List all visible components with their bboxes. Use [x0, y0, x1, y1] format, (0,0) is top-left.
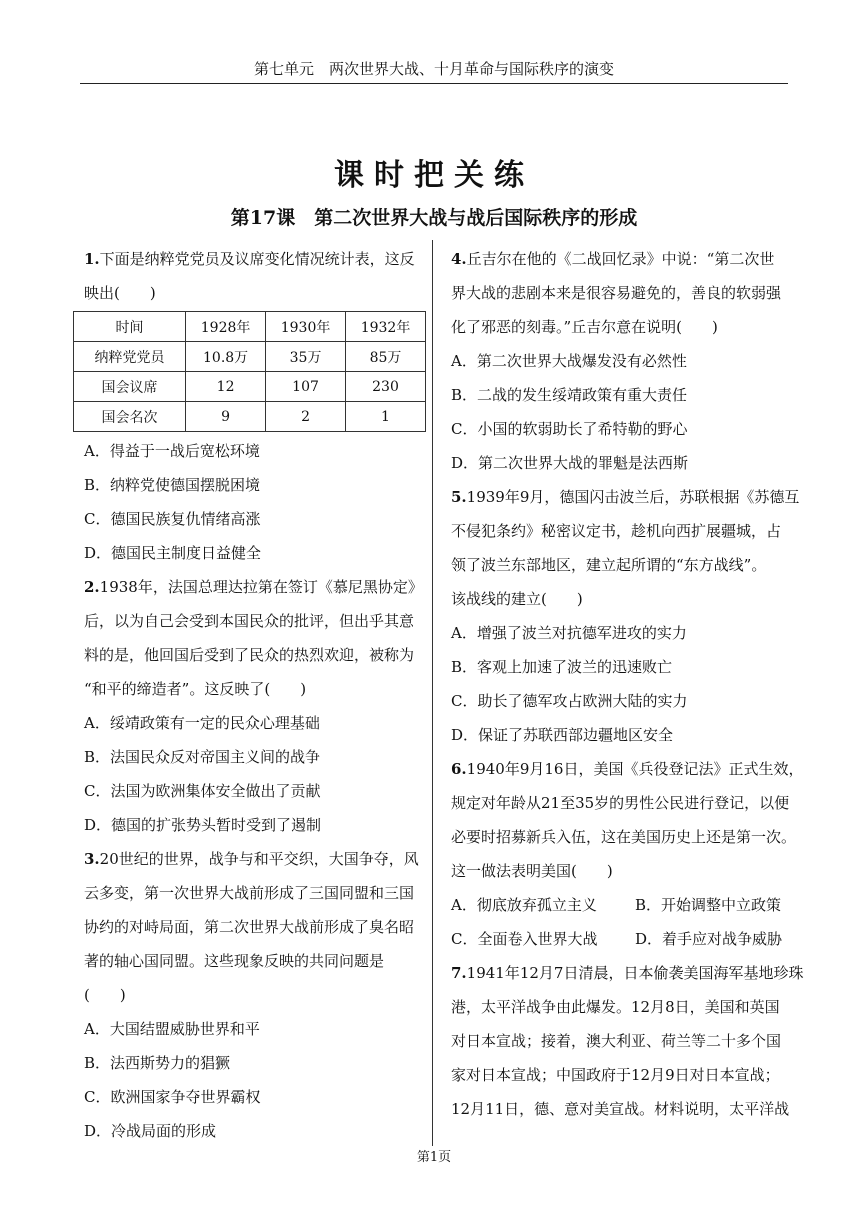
q2-number: 2.: [84, 578, 100, 596]
q3-stem-line: 3.20世纪的世界，战争与和平交织，大国争夺，风: [84, 850, 419, 868]
q2-option-c: C．法国为欧洲集体安全做出了贡献: [84, 782, 321, 800]
table-cell: 9: [186, 402, 266, 432]
table-cell: 国会名次: [74, 402, 186, 432]
right-column: [451, 242, 804, 1126]
q1-stem-line: 映出( ): [84, 284, 156, 302]
q7-stem-line: 对日本宣战；接着，澳大利亚、荷兰等二十多个国: [451, 1032, 782, 1050]
q5-option-d: D．保证了苏联西部边疆地区安全: [451, 726, 674, 744]
table-row: [74, 402, 426, 432]
q3-option-a: A．大国结盟威胁世界和平: [84, 1020, 260, 1038]
q3-stem-line: 著的轴心国同盟。这些现象反映的共同问题是: [84, 952, 385, 970]
q3-option-d: D．冷战局面的形成: [84, 1122, 217, 1140]
table-header-cell: 1932年: [346, 312, 426, 342]
lesson-title: 第17课 第二次世界大战与战后国际秩序的形成: [230, 207, 638, 229]
q6-stem-line: 这一做法表明美国( ): [451, 862, 613, 880]
table-cell: 230: [346, 372, 426, 402]
q6-stem-line: 必要时招募新兵入伍，这在美国历史上还是第一次。: [451, 828, 797, 846]
column-divider: [432, 240, 433, 1146]
q2-stem-line: “和平的缔造者”。这反映了( ): [84, 680, 307, 698]
q6-stem-line: 6.1940年9月16日，美国《兵役登记法》正式生效，: [451, 760, 804, 778]
q7-number: 7.: [451, 964, 467, 982]
q5-number: 5.: [451, 488, 467, 506]
q1-option-c: C．德国民族复仇情绪高涨: [84, 510, 261, 528]
q5-stem-line: 5.1939年9月，德国闪击波兰后，苏联根据《苏德互: [451, 488, 800, 506]
table-header-cell: 1928年: [186, 312, 266, 342]
q4-option-a: A．第二次世界大战爆发没有必然性: [451, 352, 687, 370]
q5-stem-line: 该战线的建立( ): [451, 590, 583, 608]
table-header-cell: 1930年: [266, 312, 346, 342]
q2-option-b: B．法国民众反对帝国主义间的战争: [84, 748, 321, 766]
q6-option-b: B．开始调整中立政策: [635, 896, 782, 914]
q4-stem-line: 化了邪恶的刻毒。”丘吉尔意在说明( ): [451, 318, 718, 336]
q6-option-c: C．全面卷入世界大战: [451, 930, 598, 948]
q3-option-c: C．欧洲国家争夺世界霸权: [84, 1088, 261, 1106]
q7-stem-line: 7.1941年12月7日清晨，日本偷袭美国海军基地珍珠: [451, 964, 804, 982]
table-header-row: [74, 312, 426, 342]
q1-option-b: B．纳粹党使德国摆脱困境: [84, 476, 261, 494]
q6-options-row: [451, 922, 791, 956]
left-column: [84, 242, 421, 1148]
q6-option-a: A．彻底放弃孤立主义: [451, 896, 597, 914]
q7-stem-line: 12月11日，德、意对美宣战。材料说明，太平洋战: [451, 1100, 790, 1118]
table-cell: 国会议席: [74, 372, 186, 402]
q2-stem-line: 后，以为自己会受到本国民众的批评，但出乎其意: [84, 612, 415, 630]
header-rule: [80, 83, 788, 84]
table-cell: 2: [266, 402, 346, 432]
q4-stem-line: 界大战的悲剧本来是很容易避免的，善良的软弱强: [451, 284, 782, 302]
table-cell: 35万: [266, 342, 346, 372]
q2-option-a: A．绥靖政策有一定的民众心理基础: [84, 714, 320, 732]
q5-stem-line: 不侵犯条约》秘密议定书，趁机向西扩展疆城，占: [451, 522, 782, 540]
table-cell: 纳粹党党员: [74, 342, 186, 372]
q1-number: 1.: [84, 250, 100, 268]
q4-option-b: B．二战的发生绥靖政策有重大责任: [451, 386, 688, 404]
q6-options-row: [451, 888, 791, 922]
unit-header: 第七单元 两次世界大战、十月革命与国际秩序的演变: [253, 60, 614, 78]
q2-stem-line: 料的是，他回国后受到了民众的热烈欢迎，被称为: [84, 646, 415, 664]
table-row: [74, 372, 426, 402]
q6-option-d: D．着手应对战争威胁: [635, 930, 783, 948]
table-cell: 1: [346, 402, 426, 432]
table-cell: 12: [186, 372, 266, 402]
q1-option-a: A．得益于一战后宽松环境: [84, 442, 260, 460]
q6-number: 6.: [451, 760, 467, 778]
q4-stem-line: 4.丘吉尔在他的《二战回忆录》中说：“第二次世: [451, 250, 775, 268]
table-cell: 85万: [346, 342, 426, 372]
q5-option-a: A．增强了波兰对抗德军进攻的实力: [451, 624, 687, 642]
table-row: [74, 342, 426, 372]
q3-stem-line: 协约的对峙局面，第二次世界大战前形成了臭名昭: [84, 918, 415, 936]
q3-stem-line: 云多变，第一次世界大战前形成了三国同盟和三国: [84, 884, 415, 902]
q5-option-b: B．客观上加速了波兰的迅速败亡: [451, 658, 673, 676]
q4-number: 4.: [451, 250, 467, 268]
q7-stem-line: 家对日本宣战；中国政府于12月9日对日本宣战；: [451, 1066, 780, 1084]
q7-stem-line: 港，太平洋战争由此爆发。12月8日，美国和英国: [451, 998, 780, 1016]
q4-option-d: D．第二次世界大战的罪魁是法西斯: [451, 454, 689, 472]
q3-number: 3.: [84, 850, 100, 868]
nazi-stats-table: [73, 311, 426, 432]
page-number: 第1页: [416, 1150, 452, 1165]
q3-stem-line: ( ): [84, 986, 126, 1004]
table-cell: 10.8万: [186, 342, 266, 372]
q6-stem-line: 规定对年龄从21至35岁的男性公民进行登记，以便: [451, 794, 790, 812]
q1-stem-line: 1.下面是纳粹党党员及议席变化情况统计表，这反: [84, 250, 415, 268]
table-cell: 107: [266, 372, 346, 402]
q4-option-c: C．小国的软弱助长了希特勒的野心: [451, 420, 688, 438]
table-header-cell: 时间: [74, 312, 186, 342]
q1-option-d: D．德国民主制度日益健全: [84, 544, 262, 562]
page-title: 课时把关练: [334, 158, 534, 193]
q2-option-d: D．德国的扩张势头暂时受到了遏制: [84, 816, 322, 834]
q3-option-b: B．法西斯势力的猖獗: [84, 1054, 231, 1072]
q5-stem-line: 领了波兰东部地区，建立起所谓的“东方战线”。: [451, 556, 767, 574]
q2-stem-line: 2.1938年，法国总理达拉第在签订《慕尼黑协定》: [84, 578, 423, 596]
q5-option-c: C．助长了德军攻占欧洲大陆的实力: [451, 692, 688, 710]
